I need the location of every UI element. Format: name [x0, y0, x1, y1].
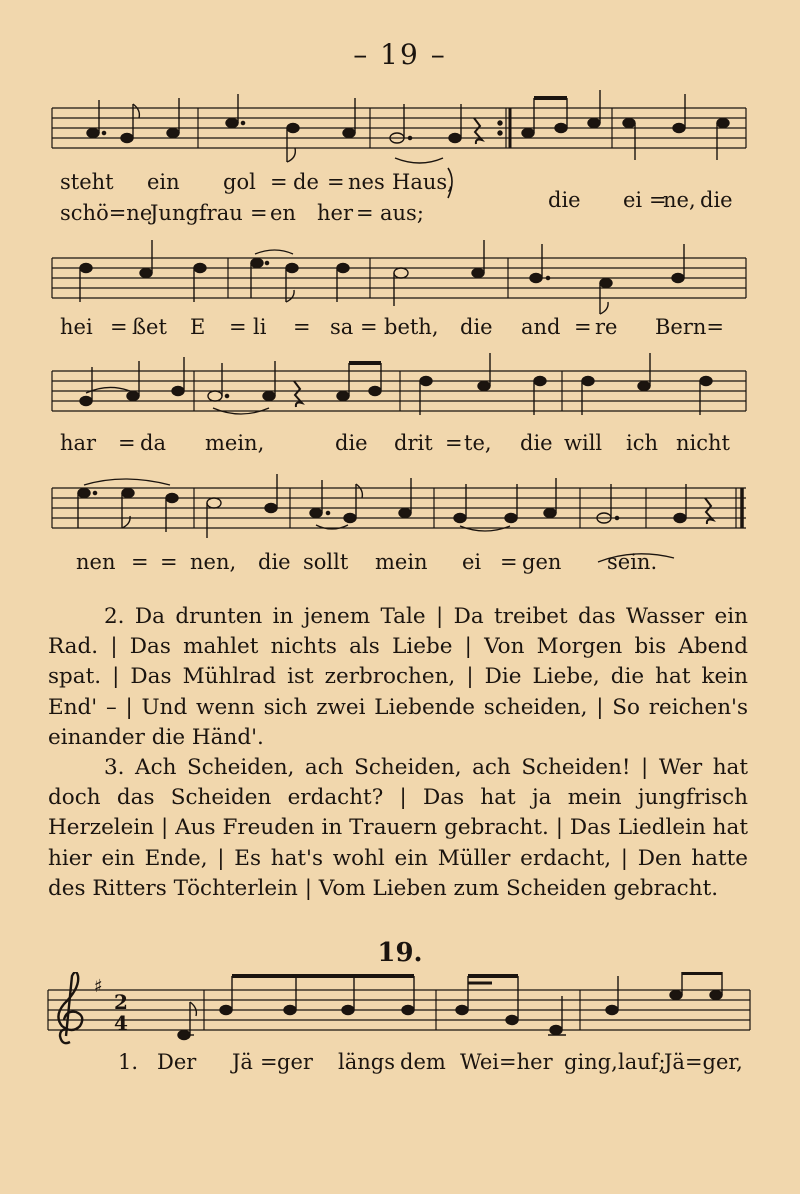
treble-clef-icon — [58, 972, 82, 1043]
note — [717, 119, 729, 128]
note — [588, 119, 600, 128]
note — [555, 124, 567, 133]
note — [226, 119, 238, 128]
music-staff-3 — [0, 353, 800, 433]
time-signature-bottom: 4 — [114, 1011, 128, 1035]
lyrics-system-2: hei = ßet E = li = sa = beth, die and = re Bern= — [60, 315, 725, 339]
lyrics-system-1b: schö=ne Jungfrau = en her = aus; — [60, 201, 424, 225]
lyrics-system-4: nen = = nen, die sollt mein ei = gen sein. — [76, 550, 658, 574]
verse-2: 2. Da drunten in jenem Tale | Da treibet das Wasser ein Rad. | Das mahlet nichts als Liebe | Von Morgen bis Abend spat. | Das Mühlrad ist zerbrochen, | Die Liebe, die hat kein End' – | Und wenn sich zwei Liebende scheiden, | So reichen's einander die Händ'. — [48, 604, 748, 750]
note — [121, 134, 133, 143]
verses — [48, 602, 748, 904]
song-number: 19. — [377, 938, 423, 968]
key-signature-sharp: ♯ — [94, 976, 103, 997]
page-number: – 19 – — [353, 38, 447, 71]
note — [167, 129, 179, 138]
note — [623, 119, 635, 128]
note — [673, 124, 685, 133]
music-staff-song19 — [0, 972, 800, 1062]
lyrics-song19: 1. Der Jä = ger längs dem Wei=her ging, lauf; Jä=ger, — [118, 1050, 743, 1074]
lyrics-system-3: har = da mein, die drit = te, die will ich nicht — [60, 431, 730, 455]
verse-3: 3. Ach Scheiden, ach Scheiden, ach Scheiden! | Wer hat doch das Scheiden erdacht? | Das hat ja mein jungfrisch Herzelein | Aus Freuden in Trauern gebracht. | Das Liedlein hat hier ein Ende, | Es hat's wohl ein Müller erdacht, | Den hatte des Ritters Töchterlein | Vom Lieben zum Scheiden gebracht. — [48, 755, 748, 901]
note — [449, 134, 461, 143]
time-signature-top: 2 — [114, 990, 128, 1014]
lyrics-system-1a: steht ein gol = de = nes Haus, — [60, 170, 454, 194]
note — [522, 129, 534, 138]
note — [87, 129, 99, 138]
note — [287, 124, 299, 133]
music-staff-2 — [0, 240, 800, 320]
lyrics-system-1-right: die ei = ne, die — [548, 188, 733, 212]
note — [343, 129, 355, 138]
